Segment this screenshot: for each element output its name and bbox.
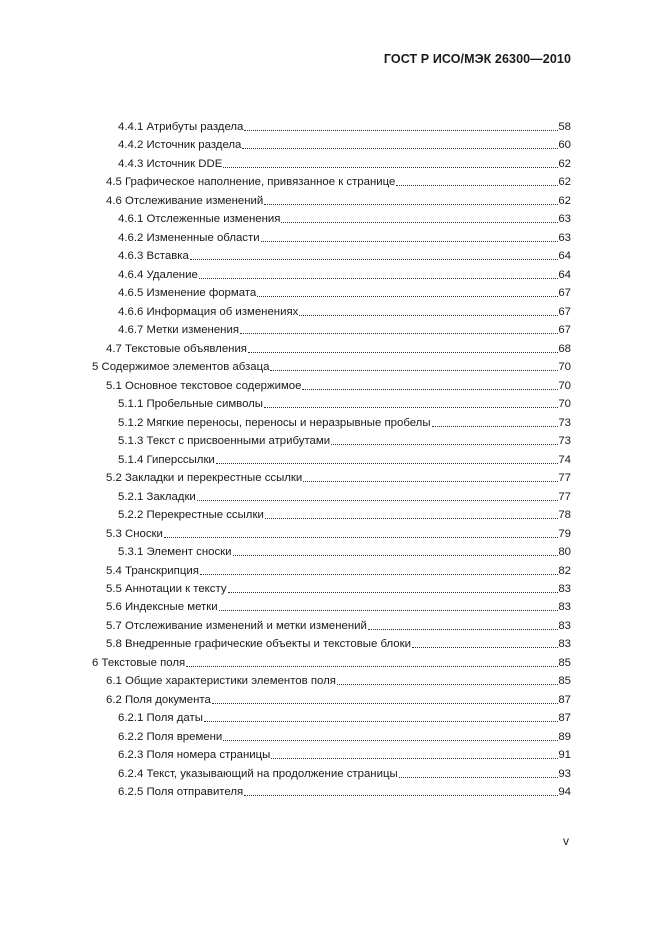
toc-entry-page: 70 (558, 398, 571, 411)
toc-entry-page: 93 (558, 767, 571, 780)
toc-entry-title: 4.6.3 Вставка (118, 250, 189, 263)
toc-entry[interactable] (0, 486, 571, 504)
toc-entry[interactable] (0, 319, 571, 337)
toc-dot-leader (200, 574, 558, 575)
toc-entry-page: 80 (558, 546, 571, 559)
toc-dot-leader (197, 500, 559, 501)
page-number: v (563, 834, 569, 848)
toc-entry-page: 70 (558, 361, 571, 374)
toc-entry-page: 62 (558, 176, 571, 189)
toc-entry-title: 4.4.1 Атрибуты раздела (118, 121, 244, 133)
toc-entry-page: 67 (558, 305, 571, 318)
toc-entry-title: 6.2.2 Поля времени (118, 730, 223, 743)
toc-entry-title: 6.2.1 Поля даты (118, 712, 203, 725)
toc-entry-page: 89 (558, 730, 571, 743)
toc-dot-leader (219, 610, 559, 611)
toc-entry[interactable] (0, 652, 571, 670)
toc-dot-leader (164, 537, 558, 538)
toc-entry-title: 4.6.7 Метки изменения (118, 324, 239, 337)
toc-entry-page: 94 (558, 786, 571, 799)
toc-entry-page: 67 (558, 287, 571, 300)
toc-entry[interactable] (0, 171, 571, 189)
toc-dot-leader (337, 684, 558, 685)
toc-entry[interactable] (0, 245, 571, 263)
toc-entry-title: 6.2.3 Поля номера страницы (118, 749, 271, 762)
toc-entry-title: 5.1.1 Пробельные символы (118, 398, 263, 411)
toc-entry-title: 5.7 Отслеживание изменений и метки изменений (106, 619, 367, 632)
toc-entry[interactable] (0, 375, 571, 393)
toc-entry[interactable] (0, 338, 571, 356)
toc-entry[interactable] (0, 523, 571, 541)
toc-dot-leader (248, 352, 558, 353)
toc-entry-title: 5.2.2 Перекрестные ссылки (118, 509, 264, 522)
toc-dot-leader (190, 259, 558, 260)
toc-entry-title: 5.1.3 Текст с присвоенными атрибутами (118, 435, 331, 448)
toc-entry[interactable] (0, 781, 571, 799)
toc-dot-leader (281, 222, 558, 223)
toc-entry[interactable] (0, 393, 571, 411)
toc-dot-leader (368, 629, 558, 630)
toc-entry[interactable] (0, 726, 571, 744)
toc-dot-leader (264, 407, 558, 408)
toc-entry-page: 87 (558, 693, 571, 706)
toc-entry-page: 62 (558, 194, 571, 207)
toc-entry-page: 83 (558, 601, 571, 614)
toc-entry[interactable] (0, 467, 571, 485)
toc-entry[interactable] (0, 190, 571, 208)
toc-entry[interactable] (0, 264, 571, 282)
toc-entry-page: 77 (558, 490, 571, 503)
toc-entry-page: 73 (558, 416, 571, 429)
toc-entry-title: 4.6.4 Удаление (118, 268, 198, 281)
toc-entry-title: 5.3 Сноски (106, 527, 163, 540)
toc-entry[interactable] (0, 412, 571, 430)
toc-entry-title: 6.2.5 Поля отправителя (118, 786, 244, 799)
toc-dot-leader (396, 185, 558, 186)
toc-entry-title: 5 Содержимое элементов абзаца (92, 361, 270, 374)
toc-entry-page: 64 (558, 250, 571, 263)
toc-entry[interactable] (0, 227, 571, 245)
toc-entry[interactable] (0, 301, 571, 319)
toc-entry-title: 5.2 Закладки и перекрестные ссылки (106, 472, 303, 485)
toc-entry-page: 58 (558, 121, 571, 133)
toc-entry-page: 60 (558, 139, 571, 152)
toc-entry[interactable] (0, 208, 571, 226)
toc-entry[interactable] (0, 282, 571, 300)
toc-entry-title: 4.4.2 Источник раздела (118, 139, 242, 152)
toc-entry-title: 5.2.1 Закладки (118, 490, 196, 503)
toc-entry-page: 74 (558, 453, 571, 466)
toc-dot-leader (265, 518, 559, 519)
toc-entry-page: 67 (558, 324, 571, 337)
toc-entry-title: 6 Текстовые поля (92, 656, 186, 669)
toc-entry-page: 62 (558, 157, 571, 170)
toc-dot-leader (303, 481, 558, 482)
toc-entry[interactable] (0, 430, 571, 448)
toc-entry[interactable] (0, 633, 571, 651)
toc-entry[interactable] (0, 504, 571, 522)
toc-entry-title: 4.6.6 Информация об изменениях (118, 305, 299, 318)
toc-entry-page: 83 (558, 583, 571, 595)
toc-entry-title: 6.2 Поля документа (106, 693, 211, 706)
toc-entry-title: 6.2.4 Текст, указывающий на продолжение страницы (118, 767, 398, 780)
toc-dot-leader (299, 315, 558, 316)
toc-dot-leader (302, 389, 558, 390)
toc-entry[interactable] (0, 560, 571, 578)
toc-dot-leader (270, 370, 558, 371)
toc-entry-title: 4.7 Текстовые объявления (106, 342, 247, 355)
toc-entry-title: 5.1.4 Гиперссылки (118, 453, 215, 466)
toc-entry[interactable] (0, 541, 571, 559)
document-header: ГОСТ Р ИСО/МЭК 26300—2010 (383, 52, 571, 66)
toc-entry-page: 87 (558, 712, 571, 725)
toc-entry[interactable] (0, 689, 571, 707)
toc-dot-leader (199, 278, 559, 279)
toc-entry[interactable] (0, 356, 571, 374)
toc-dot-leader (216, 463, 559, 464)
toc-dot-leader (271, 758, 558, 759)
toc-entry-page: 73 (558, 435, 571, 448)
toc-dot-leader (242, 148, 558, 149)
toc-entry[interactable] (0, 578, 571, 596)
toc-dot-leader (228, 592, 559, 593)
toc-entry[interactable] (0, 615, 571, 633)
toc-entry-page: 79 (558, 527, 571, 540)
toc-entry-page: 82 (558, 564, 571, 577)
toc-entry-page: 70 (558, 379, 571, 392)
toc-entry-title: 5.3.1 Элемент сноски (118, 546, 232, 559)
toc-entry-page: 77 (558, 472, 571, 485)
toc-entry[interactable] (0, 707, 571, 725)
toc-dot-leader (399, 777, 559, 778)
toc-dot-leader (204, 721, 558, 722)
toc-dot-leader (223, 167, 558, 168)
toc-entry[interactable] (0, 116, 571, 134)
toc-entry[interactable] (0, 449, 571, 467)
toc-dot-leader (261, 241, 559, 242)
toc-dot-leader (432, 426, 559, 427)
toc-entry[interactable] (0, 744, 571, 762)
toc-dot-leader (240, 333, 558, 334)
toc-dot-leader (264, 204, 558, 205)
toc-entry-page: 85 (558, 675, 571, 688)
toc-entry[interactable] (0, 670, 571, 688)
toc-entry[interactable] (0, 763, 571, 781)
toc-dot-leader (331, 444, 558, 445)
toc-entry-title: 4.6.2 Измененные области (118, 231, 260, 244)
toc-entry-title: 4.4.3 Источник DDE (118, 157, 223, 170)
toc-dot-leader (233, 555, 559, 556)
toc-dot-leader (412, 647, 558, 648)
toc-entry-page: 68 (558, 342, 571, 355)
toc-entry-title: 5.6 Индексные метки (106, 601, 218, 614)
toc-entry-page: 83 (558, 619, 571, 632)
toc-entry-title: 4.5 Графическое наполнение, привязанное к странице (106, 176, 396, 189)
toc-entry[interactable] (0, 596, 571, 614)
toc-dot-leader (244, 130, 558, 131)
toc-entry-title: 5.8 Внедренные графические объекты и текстовые блоки (106, 638, 411, 651)
toc-entry-title: 4.6.5 Изменение формата (118, 287, 257, 300)
toc-entry-page: 63 (558, 231, 571, 244)
toc-entry-page: 85 (558, 656, 571, 669)
toc-entry-title: 5.1.2 Мягкие переносы, переносы и неразрывные пробелы (118, 416, 431, 429)
toc-dot-leader (186, 666, 558, 667)
toc-entry-page: 91 (558, 749, 571, 762)
toc-dot-leader (244, 795, 558, 796)
toc-entry[interactable] (0, 153, 571, 171)
toc-entry-title: 5.4 Транскрипция (106, 564, 199, 577)
toc-entry-title: 4.6 Отслеживание изменений (106, 194, 264, 207)
toc-entry-page: 78 (558, 509, 571, 522)
toc-entry-title: 5.5 Аннотации к тексту (106, 583, 227, 595)
toc-entry-title: 5.1 Основное текстовое содержимое (106, 379, 302, 392)
toc-entry[interactable] (0, 134, 571, 152)
toc-entry-page: 83 (558, 638, 571, 651)
toc-dot-leader (212, 703, 559, 704)
toc-entry-title: 4.6.1 Отслеженные изменения (118, 213, 281, 226)
toc-entry-page: 64 (558, 268, 571, 281)
toc-entry-title: 6.1 Общие характеристики элементов поля (106, 675, 336, 688)
toc-entry-page: 63 (558, 213, 571, 226)
toc-dot-leader (257, 296, 558, 297)
toc-dot-leader (223, 740, 558, 741)
